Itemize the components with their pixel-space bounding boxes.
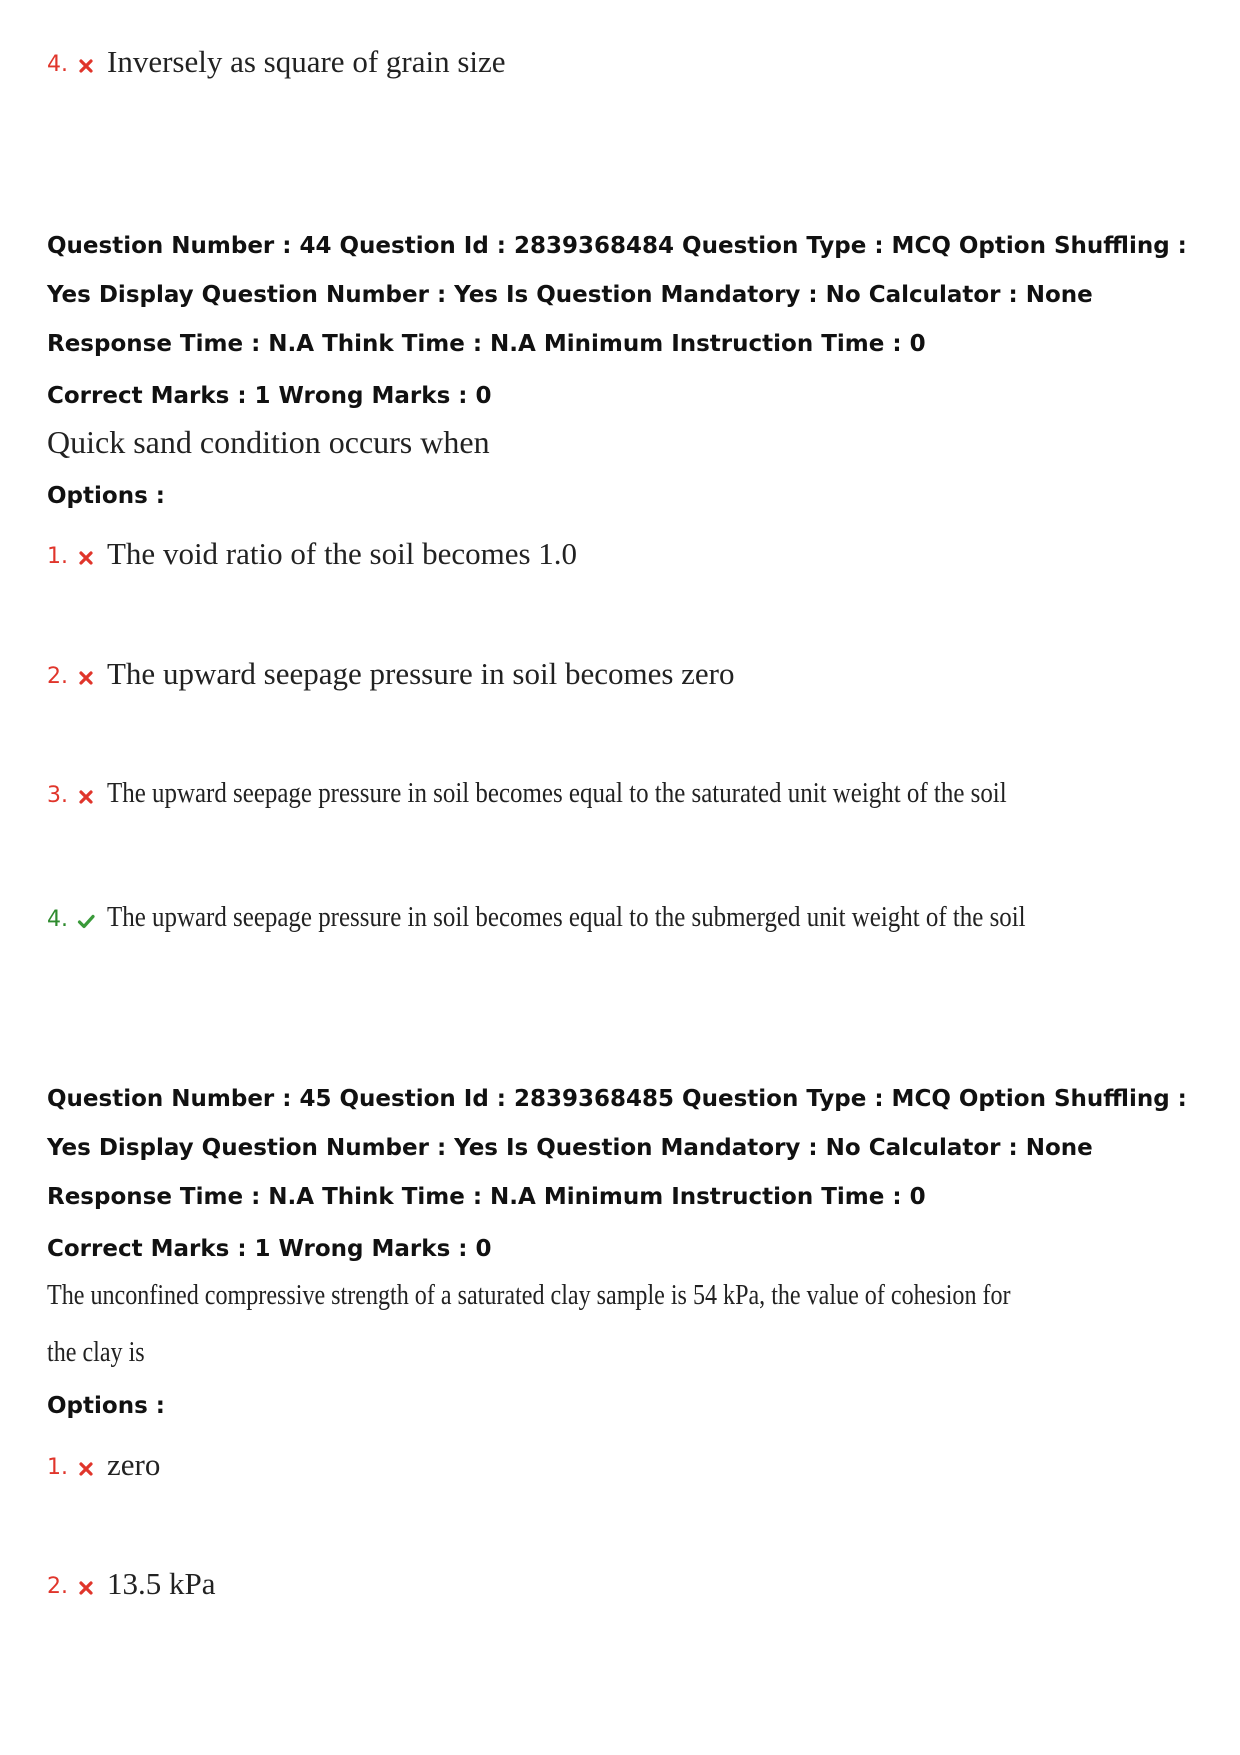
cross-icon (77, 57, 95, 75)
question-45-meta: Question Number : 45 Question Id : 2839368485 Question Type : MCQ Option Shuffling : Yes Display Question Number : Yes Is Question Mandatory : No Calculator : None Response Time : N.A Think Time : N.A Minimum Instruction Time : 0 (47, 1086, 1187, 1210)
q45-option-1 (47, 1449, 160, 1480)
option-text: The void ratio of the soil becomes 1.0 (107, 536, 578, 571)
option-number: 2. (47, 1574, 68, 1599)
question-45-marks: Correct Marks : 1 Wrong Marks : 0 (47, 1236, 492, 1262)
q44-option-2 (47, 658, 735, 689)
question-44-text: Quick sand condition occurs when (47, 424, 490, 460)
option-text: zero (107, 1447, 161, 1482)
q44-option-3 (47, 779, 1153, 808)
option-text: Inversely as square of grain size (107, 44, 506, 79)
question-45-options-label: Options : (47, 1393, 165, 1419)
cross-icon (77, 788, 95, 806)
q44-option-4 (47, 903, 1175, 932)
option-text: The upward seepage pressure in soil becomes equal to the submerged unit weight of the soil (107, 901, 1026, 933)
cross-icon (77, 669, 95, 687)
question-45-text-line-1: The unconfined compressive strength of a saturated clay sample is 54 kPa, the value of cohesion for (47, 1280, 1011, 1311)
question-44-marks: Correct Marks : 1 Wrong Marks : 0 (47, 383, 492, 409)
option-text: The upward seepage pressure in soil becomes equal to the saturated unit weight of the soil (107, 777, 1007, 809)
question-44-meta: Question Number : 44 Question Id : 2839368484 Question Type : MCQ Option Shuffling : Yes Display Question Number : Yes Is Question Mandatory : No Calculator : None Response Time : N.A Think Time : N.A Minimum Instruction Time : 0 (47, 233, 1187, 357)
cross-icon (77, 549, 95, 567)
option-number: 4. (47, 52, 68, 77)
check-icon (77, 912, 95, 930)
q45-option-2 (47, 1568, 216, 1599)
question-44-options-label: Options : (47, 483, 165, 509)
option-number: 4. (47, 907, 68, 932)
prev-option-4 (47, 46, 506, 77)
option-number: 3. (47, 783, 68, 808)
question-45-text-line-2: the clay is (47, 1337, 145, 1368)
cross-icon (77, 1579, 95, 1597)
option-text: 13.5 kPa (107, 1566, 216, 1601)
option-number: 1. (47, 1455, 68, 1480)
option-text: The upward seepage pressure in soil becomes zero (107, 656, 735, 691)
option-number: 2. (47, 664, 68, 689)
cross-icon (77, 1460, 95, 1478)
option-number: 1. (47, 544, 68, 569)
q44-option-1 (47, 538, 577, 569)
